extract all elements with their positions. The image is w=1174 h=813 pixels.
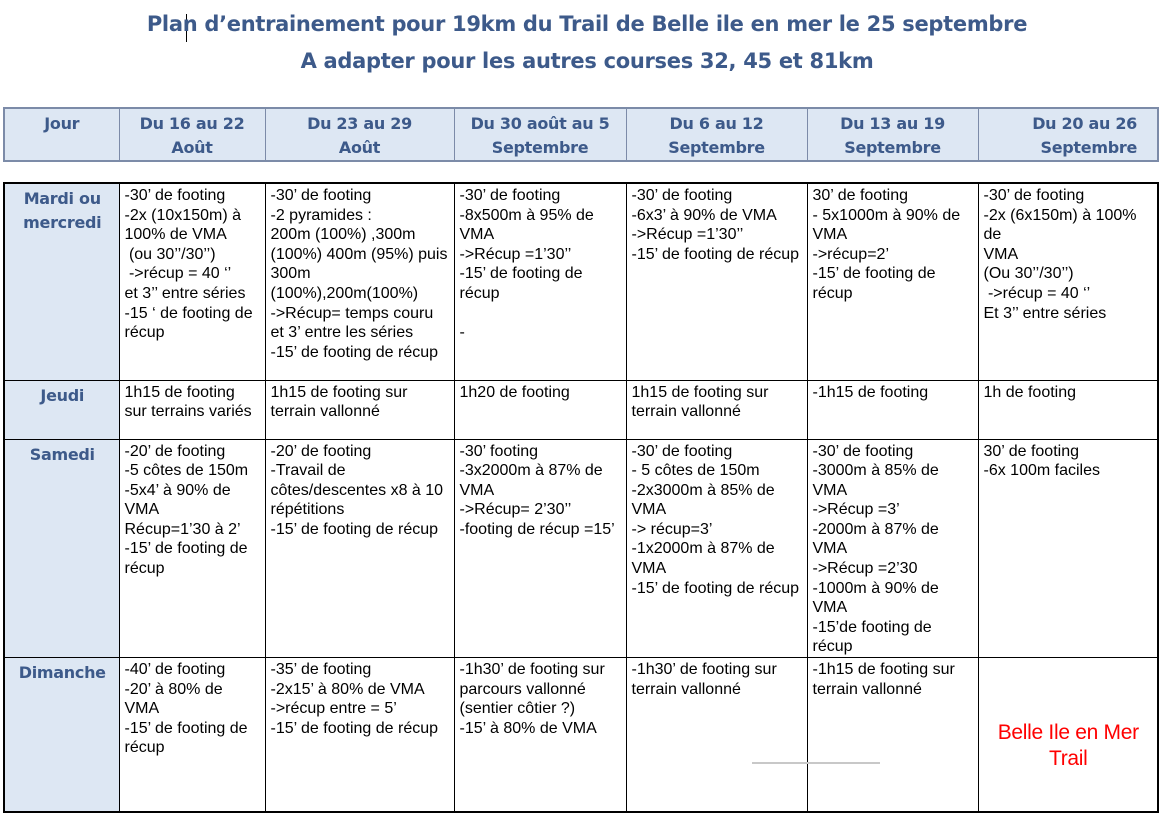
session-cell: 30’ de footing - 5x1000m à 90% de VMA ->récup=2’ -15’ de footing de récup: [807, 183, 978, 380]
session-cell: -30’ de footing -3000m à 85% de VMA ->Récup =3’ -2000m à 87% de VMA ->Récup =2’30 -1000m à 90% de VMA -15’de footing de récup: [807, 439, 978, 658]
header-row: [4, 108, 1158, 161]
table-row: [4, 439, 1158, 658]
header-cell-week-3: Du 30 août au 5 Septembre: [454, 108, 626, 161]
session-cell: 1h de footing: [978, 380, 1158, 439]
page-title: Plan d’entrainement pour 19km du Trail de Belle ile en mer le 25 septembre: [146, 12, 1028, 36]
session-cell: -40’ de footing -20’ à 80% de VMA -15’ de footing de récup: [119, 658, 265, 813]
race-cell: [978, 658, 1158, 813]
table-row: [4, 658, 1158, 813]
session-cell: -1h15 de footing: [807, 380, 978, 439]
session-cell: -1h30’ de footing sur terrain vallonné: [626, 658, 807, 813]
header-cell-week-1: Du 16 au 22 Août: [119, 108, 265, 161]
session-cell: -30’ footing -3x2000m à 87% de VMA ->Récup= 2’30’’ -footing de récup =15’: [454, 439, 626, 658]
session-cell: -30’ de footing -2 pyramides : 200m (100%) ,300m (100%) 400m (95%) puis 300m (100%),200m(100%) ->Récup= temps couru et 3’ entre les séries -15’ de footing de récup: [265, 183, 454, 380]
header-cell-jour: Jour: [4, 108, 119, 161]
header-cell-week-2: Du 23 au 29 Août: [265, 108, 454, 161]
session-cell: -1h15 de footing sur terrain vallonné: [807, 658, 978, 813]
session-cell: -30’ de footing -8x500m à 95% de VMA ->Récup =1’30’’ -15’ de footing de récup -: [454, 183, 626, 380]
page-subtitle: A adapter pour les autres courses 32, 45 et 81km: [300, 49, 874, 73]
header-cell-week-4: Du 6 au 12 Septembre: [626, 108, 807, 161]
session-cell: -35’ de footing -2x15’ à 80% de VMA ->récup entre = 5’ -15’ de footing de récup: [265, 658, 454, 813]
training-plan-table: [3, 182, 1159, 813]
session-cell: 30’ de footing -6x 100m faciles: [978, 439, 1158, 658]
session-cell: -1h30’ de footing sur parcours vallonné (sentier côtier ?) -15’ à 80% de VMA: [454, 658, 626, 813]
session-cell: 1h20 de footing: [454, 380, 626, 439]
session-cell: 1h15 de footing sur terrain vallonné: [265, 380, 454, 439]
header-cell-week-6: Du 20 au 26 Septembre: [978, 108, 1158, 161]
session-cell: -20’ de footing -5 côtes de 150m -5x4’ à 90% de VMA Récup=1’30 à 2’ -15’ de footing de récup: [119, 439, 265, 658]
session-cell: 1h15 de footing sur terrain vallonné: [626, 380, 807, 439]
session-cell: -30’ de footing -2x (10x150m) à 100% de VMA (ou 30’’/30’’) ->récup = 40 ‘’ et 3’’ entre séries -15 ‘ de footing de récup: [119, 183, 265, 380]
session-cell: 1h15 de footing sur terrains variés: [119, 380, 265, 439]
race-day-label: Belle Ile en Mer Trail: [997, 721, 1139, 771]
day-cell: Dimanche: [4, 658, 119, 813]
session-cell: -20’ de footing -Travail de côtes/descentes x8 à 10 répétitions -15’ de footing de récup: [265, 439, 454, 658]
table-row: [4, 183, 1158, 380]
header-cell-week-5: Du 13 au 19 Septembre: [807, 108, 978, 161]
day-cell: Samedi: [4, 439, 119, 658]
day-cell: Mardi ou mercredi: [4, 183, 119, 380]
page-edge-marker: [752, 762, 880, 764]
session-cell: -30’ de footing -2x (6x150m) à 100% de VMA (Ou 30’’/30’’) ->récup = 40 ‘’ Et 3’’ entre séries: [978, 183, 1158, 380]
header-table: [3, 107, 1159, 162]
session-cell: -30’ de footing - 5 côtes de 150m -2x3000m à 85% de VMA -> récup=3’ -1x2000m à 87% de VMA -15’ de footing de récup: [626, 439, 807, 658]
day-cell: Jeudi: [4, 380, 119, 439]
table-row: [4, 380, 1158, 439]
session-cell: -30’ de footing -6x3’ à 90% de VMA ->Récup =1’30’’ -15’ de footing de récup: [626, 183, 807, 380]
